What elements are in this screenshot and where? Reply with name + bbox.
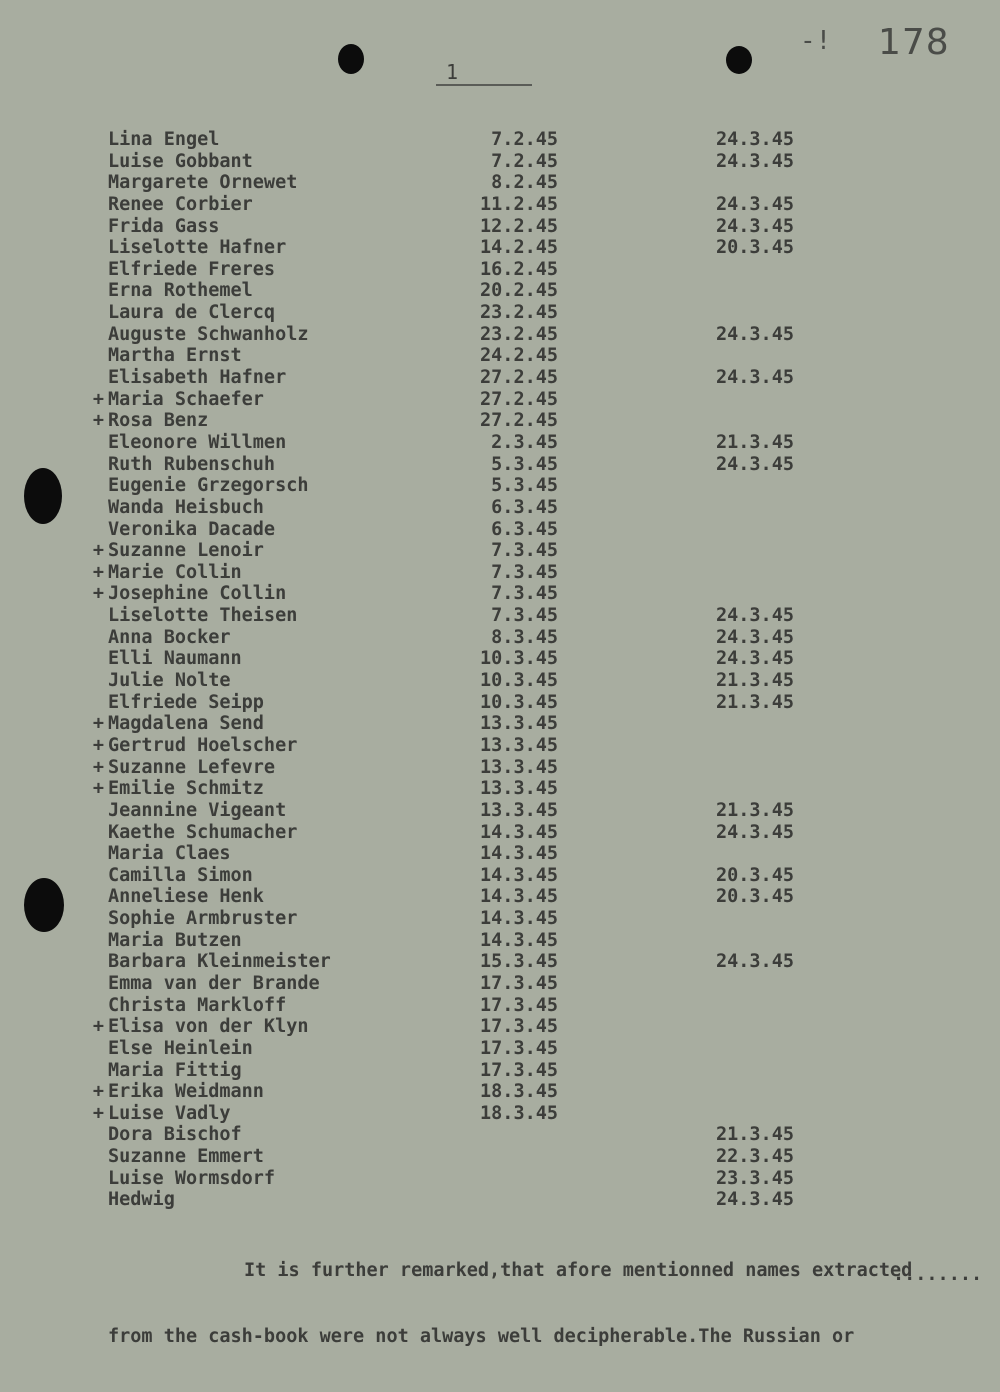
row-date-2: 21.3.45 <box>716 1124 794 1146</box>
page-number: 1 <box>436 60 532 86</box>
row-date-1: 5.3.45 <box>491 453 558 475</box>
row-date-2: 24.3.45 <box>716 626 794 648</box>
list-row <box>0 410 1000 432</box>
row-name: Eleonore Willmen <box>108 431 287 453</box>
row-date-1: 13.3.45 <box>480 799 558 821</box>
row-name: Martha Ernst <box>108 345 242 367</box>
list-row <box>0 454 1000 476</box>
row-name: Ruth Rubenschuh <box>108 453 276 475</box>
row-name: Maria Butzen <box>108 929 242 951</box>
row-name: Emilie Schmitz <box>108 778 264 800</box>
row-date-1: 14.3.45 <box>480 908 558 930</box>
row-date-1: 14.3.45 <box>480 821 558 843</box>
remark-line-1: It is further remarked,that afore mentionned names extracted <box>244 1260 913 1281</box>
row-name: Erika Weidmann <box>108 1081 264 1103</box>
row-date-2: 24.3.45 <box>716 453 794 475</box>
list-row <box>0 1103 1000 1125</box>
row-mark: + <box>92 410 104 432</box>
row-name: Hedwig <box>108 1189 175 1211</box>
row-date-1: 13.3.45 <box>480 734 558 756</box>
row-name: Elfriede Seipp <box>108 691 264 713</box>
row-date-1: 13.3.45 <box>480 756 558 778</box>
row-date-1: 17.3.45 <box>480 1037 558 1059</box>
row-name: Else Heinlein <box>108 1037 253 1059</box>
row-date-1: 10.3.45 <box>480 648 558 670</box>
folio-stamp-number: 178 <box>878 22 950 63</box>
row-name: Rosa Benz <box>108 410 209 432</box>
row-date-1: 23.2.45 <box>480 302 558 324</box>
row-date-1: 14.3.45 <box>480 843 558 865</box>
row-date-2: 24.3.45 <box>716 129 794 150</box>
name-date-list <box>0 129 1000 1211</box>
row-name: Anna Bocker <box>108 626 231 648</box>
row-date-1: 17.3.45 <box>480 972 558 994</box>
punch-hole-top-left <box>338 44 364 74</box>
row-name: Anneliese Henk <box>108 886 264 908</box>
row-date-2: 24.3.45 <box>716 323 794 345</box>
list-row <box>0 1016 1000 1038</box>
list-row <box>0 389 1000 411</box>
row-date-1: 27.2.45 <box>480 410 558 432</box>
row-date-1: 27.2.45 <box>480 367 558 389</box>
row-date-2: 20.3.45 <box>716 237 794 259</box>
row-date-1: 8.3.45 <box>491 626 558 648</box>
row-date-2: 22.3.45 <box>716 1146 794 1168</box>
row-name: Suzanne Lenoir <box>108 540 264 562</box>
row-date-1: 23.2.45 <box>480 323 558 345</box>
row-date-2: 20.3.45 <box>716 886 794 908</box>
row-mark: + <box>92 1081 104 1103</box>
row-name: Laura de Clercq <box>108 302 276 324</box>
list-row <box>0 237 1000 259</box>
row-date-1: 14.3.45 <box>480 886 558 908</box>
row-date-1: 12.2.45 <box>480 215 558 237</box>
list-row <box>0 800 1000 822</box>
row-name: Maria Claes <box>108 843 231 865</box>
list-row <box>0 129 1000 151</box>
row-name: Magdalena Send <box>108 713 264 735</box>
row-date-1: 6.3.45 <box>491 496 558 518</box>
row-name: Erna Rothemel <box>108 280 253 302</box>
continuation-dots: ........ <box>893 1264 983 1285</box>
row-date-1: 17.3.45 <box>480 1059 558 1081</box>
row-name: Dora Bischof <box>108 1124 242 1146</box>
row-date-1: 7.3.45 <box>491 561 558 583</box>
row-name: Luise Gobbant <box>108 150 253 172</box>
row-name: Frida Gass <box>108 215 220 237</box>
list-row <box>0 843 1000 865</box>
row-date-2: 24.3.45 <box>716 193 794 215</box>
row-mark: + <box>92 734 104 756</box>
row-name: Liselotte Hafner <box>108 237 287 259</box>
row-name: Christa Markloff <box>108 994 287 1016</box>
list-row <box>0 280 1000 302</box>
row-mark: + <box>92 1016 104 1038</box>
list-row <box>0 908 1000 930</box>
row-name: Maria Fittig <box>108 1059 242 1081</box>
list-row <box>0 886 1000 908</box>
row-name: Suzanne Emmert <box>108 1146 264 1168</box>
row-name: Gertrud Hoelscher <box>108 734 298 756</box>
row-date-1: 7.3.45 <box>491 540 558 562</box>
row-date-1: 2.3.45 <box>491 431 558 453</box>
list-row <box>0 1081 1000 1103</box>
list-row <box>0 995 1000 1017</box>
list-row <box>0 562 1000 584</box>
list-row <box>0 345 1000 367</box>
list-row <box>0 1146 1000 1168</box>
row-name: Jeannine Vigeant <box>108 799 287 821</box>
row-name: Maria Schaefer <box>108 388 264 410</box>
row-date-1: 14.3.45 <box>480 864 558 886</box>
row-name: Renee Corbier <box>108 193 253 215</box>
list-row <box>0 519 1000 541</box>
row-mark: + <box>92 778 104 800</box>
row-date-1: 13.3.45 <box>480 713 558 735</box>
row-mark: + <box>92 1102 104 1124</box>
row-date-2: 24.3.45 <box>716 951 794 973</box>
row-name: Barbara Kleinmeister <box>108 951 331 973</box>
row-mark: + <box>92 583 104 605</box>
row-name: Eugenie Grzegorsch <box>108 475 309 497</box>
list-row <box>0 627 1000 649</box>
list-row <box>0 540 1000 562</box>
row-name: Luise Wormsdorf <box>108 1167 276 1189</box>
list-row <box>0 713 1000 735</box>
row-mark: + <box>92 756 104 778</box>
row-date-1: 11.2.45 <box>480 193 558 215</box>
row-name: Elisabeth Hafner <box>108 367 287 389</box>
row-name: Sophie Armbruster <box>108 908 298 930</box>
row-date-2: 21.3.45 <box>716 431 794 453</box>
row-name: Marie Collin <box>108 561 242 583</box>
list-row <box>0 973 1000 995</box>
remark-paragraph <box>108 1216 998 1392</box>
row-date-1: 5.3.45 <box>491 475 558 497</box>
row-date-1: 17.3.45 <box>480 994 558 1016</box>
row-date-1: 10.3.45 <box>480 670 558 692</box>
list-row <box>0 735 1000 757</box>
list-row <box>0 194 1000 216</box>
row-name: Liselotte Theisen <box>108 605 298 627</box>
list-row <box>0 324 1000 346</box>
list-row <box>0 151 1000 173</box>
row-name: Veronika Dacade <box>108 518 276 540</box>
row-date-2: 21.3.45 <box>716 799 794 821</box>
punch-hole-top-right <box>726 46 752 74</box>
row-date-2: 24.3.45 <box>716 1189 794 1211</box>
row-date-1: 16.2.45 <box>480 258 558 280</box>
list-row <box>0 1124 1000 1146</box>
list-row <box>0 930 1000 952</box>
list-row <box>0 1038 1000 1060</box>
row-name: Emma van der Brande <box>108 972 320 994</box>
row-date-1: 15.3.45 <box>480 951 558 973</box>
row-date-1: 18.3.45 <box>480 1102 558 1124</box>
list-row <box>0 367 1000 389</box>
row-date-1: 7.2.45 <box>491 129 558 150</box>
list-row <box>0 822 1000 844</box>
list-row <box>0 1189 1000 1211</box>
row-date-1: 14.2.45 <box>480 237 558 259</box>
row-date-1: 10.3.45 <box>480 691 558 713</box>
list-row <box>0 1060 1000 1082</box>
row-date-1: 7.3.45 <box>491 583 558 605</box>
list-row <box>0 670 1000 692</box>
list-row <box>0 778 1000 800</box>
stamp-mark: -! <box>800 26 832 56</box>
row-date-2: 24.3.45 <box>716 215 794 237</box>
list-row <box>0 692 1000 714</box>
row-name: Elli Naumann <box>108 648 242 670</box>
row-date-1: 7.3.45 <box>491 605 558 627</box>
list-row <box>0 302 1000 324</box>
row-date-1: 6.3.45 <box>491 518 558 540</box>
row-date-2: 24.3.45 <box>716 821 794 843</box>
list-row <box>0 865 1000 887</box>
list-row <box>0 172 1000 194</box>
row-date-1: 24.2.45 <box>480 345 558 367</box>
row-date-2: 23.3.45 <box>716 1167 794 1189</box>
row-name: Camilla Simon <box>108 864 253 886</box>
row-mark: + <box>92 561 104 583</box>
row-date-1: 20.2.45 <box>480 280 558 302</box>
row-name: Elisa von der Klyn <box>108 1016 309 1038</box>
row-name: Elfriede Freres <box>108 258 276 280</box>
row-date-1: 8.2.45 <box>491 172 558 194</box>
row-date-1: 27.2.45 <box>480 388 558 410</box>
list-row <box>0 583 1000 605</box>
list-row <box>0 497 1000 519</box>
list-row <box>0 216 1000 238</box>
row-name: Lina Engel <box>108 129 220 150</box>
row-date-2: 21.3.45 <box>716 691 794 713</box>
row-date-2: 24.3.45 <box>716 150 794 172</box>
list-row <box>0 648 1000 670</box>
row-name: Luise Vadly <box>108 1102 231 1124</box>
row-name: Julie Nolte <box>108 670 231 692</box>
remark-line-2: from the cash-book were not always well decipherable.The Russian or <box>108 1326 855 1347</box>
row-name: Wanda Heisbuch <box>108 496 264 518</box>
list-row <box>0 605 1000 627</box>
list-row <box>0 432 1000 454</box>
row-name: Margarete Ornewet <box>108 172 298 194</box>
row-mark: + <box>92 388 104 410</box>
row-name: Auguste Schwanholz <box>108 323 309 345</box>
row-name: Suzanne Lefevre <box>108 756 276 778</box>
list-row <box>0 1168 1000 1190</box>
list-row <box>0 475 1000 497</box>
row-date-2: 24.3.45 <box>716 367 794 389</box>
row-date-1: 18.3.45 <box>480 1081 558 1103</box>
list-row <box>0 757 1000 779</box>
row-mark: + <box>92 713 104 735</box>
row-date-2: 21.3.45 <box>716 670 794 692</box>
row-date-1: 17.3.45 <box>480 1016 558 1038</box>
row-date-1: 14.3.45 <box>480 929 558 951</box>
row-date-1: 7.2.45 <box>491 150 558 172</box>
list-row <box>0 259 1000 281</box>
row-date-2: 24.3.45 <box>716 605 794 627</box>
row-name: Kaethe Schumacher <box>108 821 298 843</box>
row-mark: + <box>92 540 104 562</box>
list-row <box>0 951 1000 973</box>
row-name: Josephine Collin <box>108 583 287 605</box>
row-date-1: 13.3.45 <box>480 778 558 800</box>
row-date-2: 20.3.45 <box>716 864 794 886</box>
row-date-2: 24.3.45 <box>716 648 794 670</box>
